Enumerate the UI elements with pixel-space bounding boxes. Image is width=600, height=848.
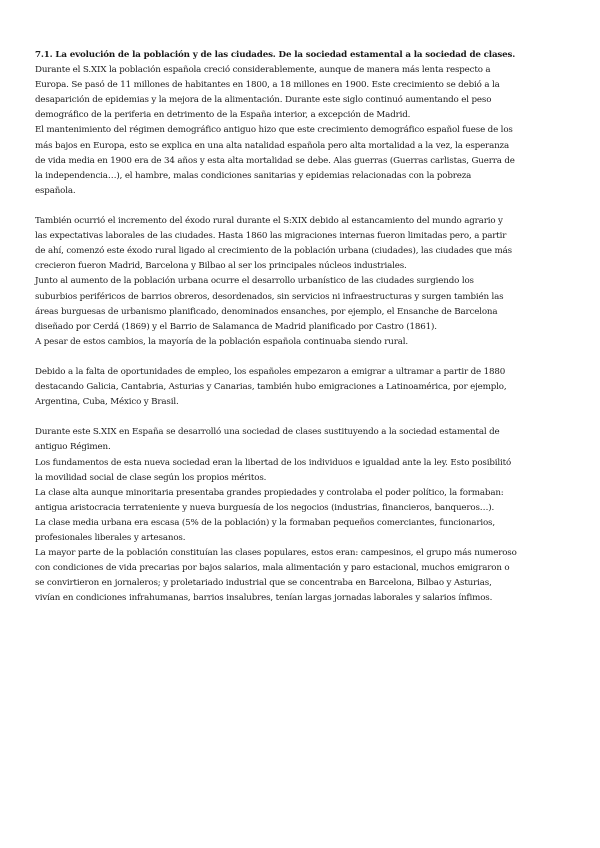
text-line: destacando Galicia, Cantabria, Asturias y Canarias, también hubo emigraciones a Latinoamérica, por ejemplo,	[35, 382, 507, 393]
text-line: A pesar de estos cambios, la mayoría de la población española continuaba siendo rural.	[35, 336, 408, 347]
text-line: más bajos en Europa, esto se explica en una alta natalidad española pero alta mortalidad a la vez, la esperanza	[35, 140, 509, 151]
text-line: profesionales liberales y artesanos.	[35, 533, 186, 543]
document-page	[35, 48, 565, 606]
text-line: El mantenimiento del régimen demográfico antiguo hizo que este crecimiento demográfico español fuese de los	[35, 125, 513, 136]
text-line: antiguo Régimen.	[35, 442, 111, 453]
text-line: vivían en condiciones infrahumanas, barrios insalubres, tenían largas jornadas laborales y salarios ínfimos.	[35, 593, 493, 604]
text-line: de vida media en 1900 era de 34 años y esta alta mortalidad se debe. Alas guerras (Guerras carlistas, Guerra de	[35, 155, 515, 166]
text-line: Europa. Se pasó de 11 millones de habitantes en 1800, a 18 millones en 1900. Este crecimiento se debió a la	[35, 80, 500, 91]
paragraph-class-society	[35, 425, 565, 606]
paragraph-rural-exodus	[35, 214, 565, 350]
text-line: española.	[35, 185, 76, 196]
paragraph-emigration	[35, 365, 565, 410]
paragraph-gap	[35, 410, 565, 425]
text-line: desaparición de epidemias y la mejora de la alimentación. Durante este siglo continuó aumentando el peso	[35, 95, 492, 106]
text-line: crecieron fueron Madrid, Barcelona y Bilbao al ser los principales núcleos industriales.	[35, 261, 407, 272]
text-line: Argentina, Cuba, México y Brasil.	[35, 397, 179, 408]
text-line: La mayor parte de la población constituían las clases populares, estos eran: campesinos, el grupo más numeroso	[35, 548, 517, 559]
text-line: Debido a la falta de oportunidades de empleo, los españoles empezaron a emigrar a ultramar a partir de 1880	[35, 366, 506, 377]
text-line: La clase alta aunque minoritaria presentaba grandes propiedades y controlaba el poder político, la formaban:	[35, 487, 504, 498]
text-line: de ahí, comenzó este éxodo rural ligado al crecimiento de la población urbana (ciudades), las ciudades que más	[35, 246, 512, 257]
paragraph-gap	[35, 199, 565, 214]
text-line: demográfico de la periferia en detrimento de la España interior, a excepción de Madrid.	[35, 110, 411, 121]
document-title: 7.1. La evolución de la población y de las ciudades. De la sociedad estamental a la sociedad de clases.	[35, 50, 516, 60]
text-line: diseñado por Cerdá (1869) y el Barrio de Salamanca de Madrid planificado por Castro (1861).	[35, 321, 437, 332]
paragraph-population-growth	[35, 63, 565, 199]
text-line: con condiciones de vida precarias por bajos salarios, mala alimentación y paro estacional, muchos emigraron o	[35, 563, 510, 574]
text-line: áreas burguesas de urbanismo planificado, denominados ensanches, por ejemplo, el Ensanche de Barcelona	[35, 306, 498, 317]
text-line: se convirtieron en jornaleros; y proletariado industrial que se concentraba en Barcelona, Bilbao y Asturias,	[35, 578, 492, 589]
paragraph-gap	[35, 350, 565, 365]
text-line: la movilidad social de clase según los propios méritos.	[35, 472, 267, 483]
text-line: Durante el S.XIX la población española creció considerablemente, aunque de manera más lenta respecto a	[35, 65, 491, 76]
text-line: Los fundamentos de esta nueva sociedad eran la libertad de los individuos e igualdad ante la ley. Esto posibilitó	[35, 457, 512, 468]
text-line: las expectativas laborales de las ciudades. Hasta 1860 las migraciones internas fueron limitadas pero, a partir	[35, 231, 507, 242]
text-line: La clase media urbana era escasa (5% de la población) y la formaban pequeños comerciantes, funcionarios,	[35, 517, 495, 528]
text-line: Durante este S.XIX en España se desarrolló una sociedad de clases sustituyendo a la sociedad estamental de	[35, 427, 500, 438]
text-line: antigua aristocracia terrateniente y nueva burguesía de los negocios (industrias, financieros, banqueros…).	[35, 502, 495, 513]
text-line: También ocurrió el incremento del éxodo rural durante el S:XIX debido al estancamiento del mundo agrario y	[35, 216, 503, 227]
text-line: Junto al aumento de la población urbana ocurre el desarrollo urbanístico de las ciudades surgiendo los	[35, 276, 474, 287]
text-line: suburbios periféricos de barrios obreros, desordenados, sin servicios ni infraestructuras y surgen también las	[35, 291, 504, 302]
text-line: la independencia…), el hambre, malas condiciones sanitarias y epidemias relacionadas con la pobreza	[35, 170, 472, 181]
